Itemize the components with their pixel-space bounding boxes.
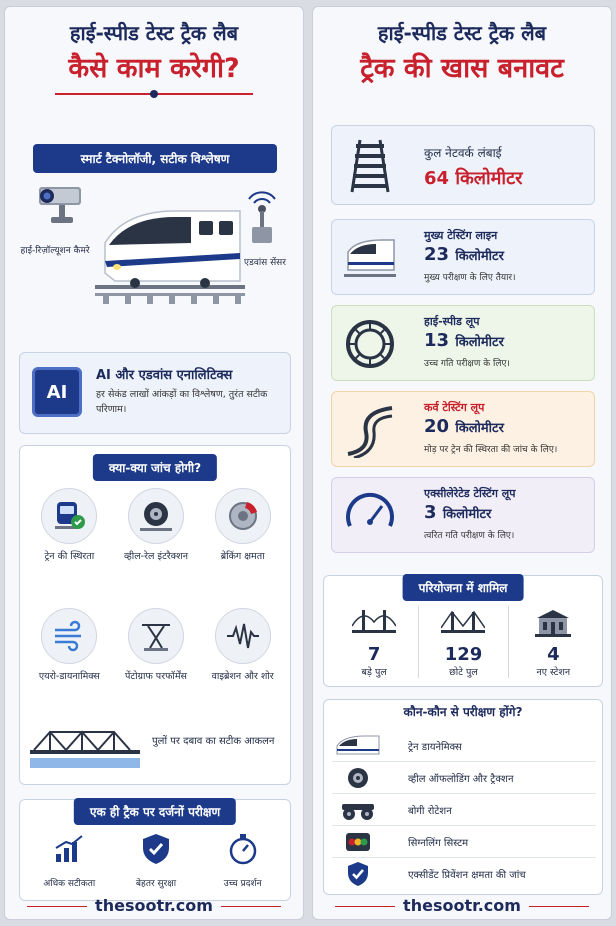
test-item: [113, 488, 200, 600]
track-desc: मुख्य परीक्षण के लिए तैयार।: [424, 273, 516, 283]
smart-tech-banner: स्मार्ट टैक्नोलॉजी, सटीक विश्लेषण: [33, 144, 277, 173]
bogie-icon: [332, 796, 384, 824]
right-title-line1: हाई-स्पीड टेस्ट ट्रैक लैब: [377, 21, 547, 45]
test-item: [199, 608, 286, 720]
track-desc: त्वरित गति परीक्षण के लिए।: [424, 531, 515, 541]
wind-icon: [41, 608, 97, 664]
test-label: ट्रेन की स्थिरता: [44, 551, 95, 562]
tests-heading: क्या-क्या जांच होगी?: [93, 454, 217, 481]
small-bridge-icon: [441, 606, 485, 640]
list-item: [332, 794, 596, 826]
test-label: एयरो-डायनामिक्स: [38, 671, 100, 682]
track-length: [424, 416, 504, 437]
track-desc: मोड़ पर ट्रेन की स्थिरता की जांच के लिए।: [424, 445, 558, 455]
camera-icon: [21, 183, 85, 227]
track-length: [424, 330, 504, 351]
right-infographic-panel: [312, 6, 612, 920]
ai-description: हर सेकंड लाखों आंकड़ों का विश्लेषण, तुरंत सटीक परिणाम।: [96, 389, 268, 415]
project-count: 4: [547, 644, 560, 665]
test-label: व्हील-रेल इंटरैक्शन: [123, 551, 189, 562]
project-count: 129: [444, 644, 483, 665]
ai-title: AI और एडवांस एनालिटिक्स: [96, 368, 233, 383]
benefit-label: अधिक सटीकता: [43, 879, 96, 889]
multi-test-heading: एक ही ट्रैक पर दर्जनों परीक्षण: [74, 798, 236, 825]
train-front-icon: [332, 732, 384, 760]
list-item: [332, 762, 596, 794]
multi-test-section: [19, 799, 291, 901]
loop-track-icon: [342, 316, 398, 372]
track-title: मुख्य टेस्टिंग लाइन: [424, 229, 498, 242]
title-divider: [55, 93, 253, 95]
benefit-label: बेहतर सुरक्षा: [135, 879, 177, 889]
track-length-number: 13: [424, 330, 450, 351]
shield-check-icon: [332, 860, 384, 888]
network-length-card: [331, 125, 595, 205]
benefit-item: [26, 828, 113, 889]
project-section: [323, 575, 603, 687]
bridge-row: [30, 724, 282, 776]
track-length: [424, 502, 491, 523]
camera-label: हाई-रिज़ॉल्यूशन कैमरे: [20, 246, 90, 256]
project-label: बड़े पुल: [361, 667, 387, 678]
track-title: हाई-स्पीड लूप: [424, 315, 480, 328]
benefit-label: उच्च प्रदर्शन: [223, 879, 262, 889]
traffic-signal-icon: [332, 828, 384, 856]
test-label: पेंटोग्राफ परफॉर्मेंस: [125, 671, 187, 682]
tests-section: [19, 445, 291, 785]
track-title: कर्व टेस्टिंग लूप: [424, 401, 485, 414]
speedometer-icon: [342, 488, 398, 544]
track-length-number: 20: [424, 416, 450, 437]
list-item: [332, 826, 596, 858]
list-item: [332, 858, 596, 890]
station-building-icon: [531, 606, 575, 640]
bridge-icon: [30, 724, 140, 772]
project-item: [509, 606, 598, 678]
bullet-train-image: [95, 203, 245, 313]
benefits-grid: [26, 828, 286, 889]
vibration-wave-icon: [215, 608, 271, 664]
footer-site-link[interactable]: thesootr.com: [5, 896, 303, 915]
ai-analytics-card: [19, 352, 291, 434]
track-length-number: 3: [424, 502, 437, 523]
bar-chart-icon: [48, 828, 90, 870]
track-card-high-speed-loop: [331, 305, 595, 381]
track-length-unit: किलोमीटर: [455, 249, 504, 264]
which-tests-list: [332, 730, 596, 890]
test-label: ब्रेकिंग क्षमता: [220, 551, 265, 562]
list-label: सिग्नलिंग सिस्टम: [408, 837, 469, 849]
sensor-label: एडवांस सेंसर: [244, 258, 286, 268]
benefit-item: [199, 828, 286, 889]
project-label: नए स्टेशन: [536, 667, 571, 678]
project-item: [419, 606, 508, 678]
train-shield-icon: [41, 488, 97, 544]
stopwatch-icon: [222, 828, 264, 870]
test-item: [26, 608, 113, 720]
suspension-bridge-icon: [352, 606, 396, 640]
list-label: बोगी रोटेशन: [408, 805, 452, 817]
project-heading: परियोजना में शामिल: [403, 574, 524, 601]
list-label: एक्सीडेंट प्रिवेंशन क्षमता की जांच: [408, 870, 526, 881]
railway-track-icon: [342, 138, 398, 194]
curved-track-icon: [342, 402, 398, 458]
project-item: [330, 606, 419, 678]
tests-grid: [26, 488, 286, 720]
benefit-item: [113, 828, 200, 889]
network-label: कुल नेटवर्क लंबाई: [424, 146, 502, 160]
track-length-number: 23: [424, 244, 450, 265]
right-title-line2: ट्रैक की खास बनावट: [360, 53, 564, 84]
brake-disc-icon: [215, 488, 271, 544]
project-count: 7: [367, 644, 381, 665]
track-length: [424, 244, 504, 265]
track-length-unit: किलोमीटर: [442, 507, 492, 522]
which-tests-section: [323, 699, 603, 895]
wheel-icon: [332, 764, 384, 792]
pantograph-icon: [128, 608, 184, 664]
list-label: व्हील ऑफलोडिंग और ट्रैक्शन: [408, 773, 514, 785]
wheel-icon: [128, 488, 184, 544]
track-card-main-line: [331, 219, 595, 295]
test-item: [113, 608, 200, 720]
track-desc: उच्च गति परीक्षण के लिए।: [424, 359, 510, 369]
which-tests-heading: कौन-कौन से परीक्षण होंगे?: [403, 705, 523, 719]
track-card-curve-loop: [331, 391, 595, 467]
test-item: [199, 488, 286, 600]
track-title: एक्सीलेरेटेड टेस्टिंग लूप: [424, 487, 516, 500]
left-title-line2: कैसे काम करेगी?: [68, 53, 240, 84]
shield-check-icon: [135, 828, 177, 870]
test-label: वाइब्रेशन और शोर: [211, 671, 274, 682]
list-item: [332, 730, 596, 762]
project-label: छोटे पुल: [449, 667, 478, 678]
project-grid: [330, 606, 598, 678]
list-label: ट्रेन डायनेमिक्स: [408, 741, 462, 753]
track-length-unit: किलोमीटर: [455, 335, 504, 350]
ai-chip-icon: AI: [32, 367, 82, 417]
left-infographic-panel: [4, 6, 304, 920]
train-front-icon: [342, 230, 398, 286]
train-illustration-area: [15, 175, 295, 340]
test-item: [26, 488, 113, 600]
network-value: 64 किलोमीटर: [424, 168, 523, 189]
track-card-accelerated-loop: [331, 477, 595, 553]
bridge-label: पुलों पर दबाव का सटीक आकलन: [152, 736, 275, 747]
left-title-line1: हाई-स्पीड टेस्ट ट्रैक लैब: [69, 21, 239, 45]
footer-site-link[interactable]: thesootr.com: [313, 896, 611, 915]
track-length-unit: किलोमीटर: [455, 421, 504, 436]
